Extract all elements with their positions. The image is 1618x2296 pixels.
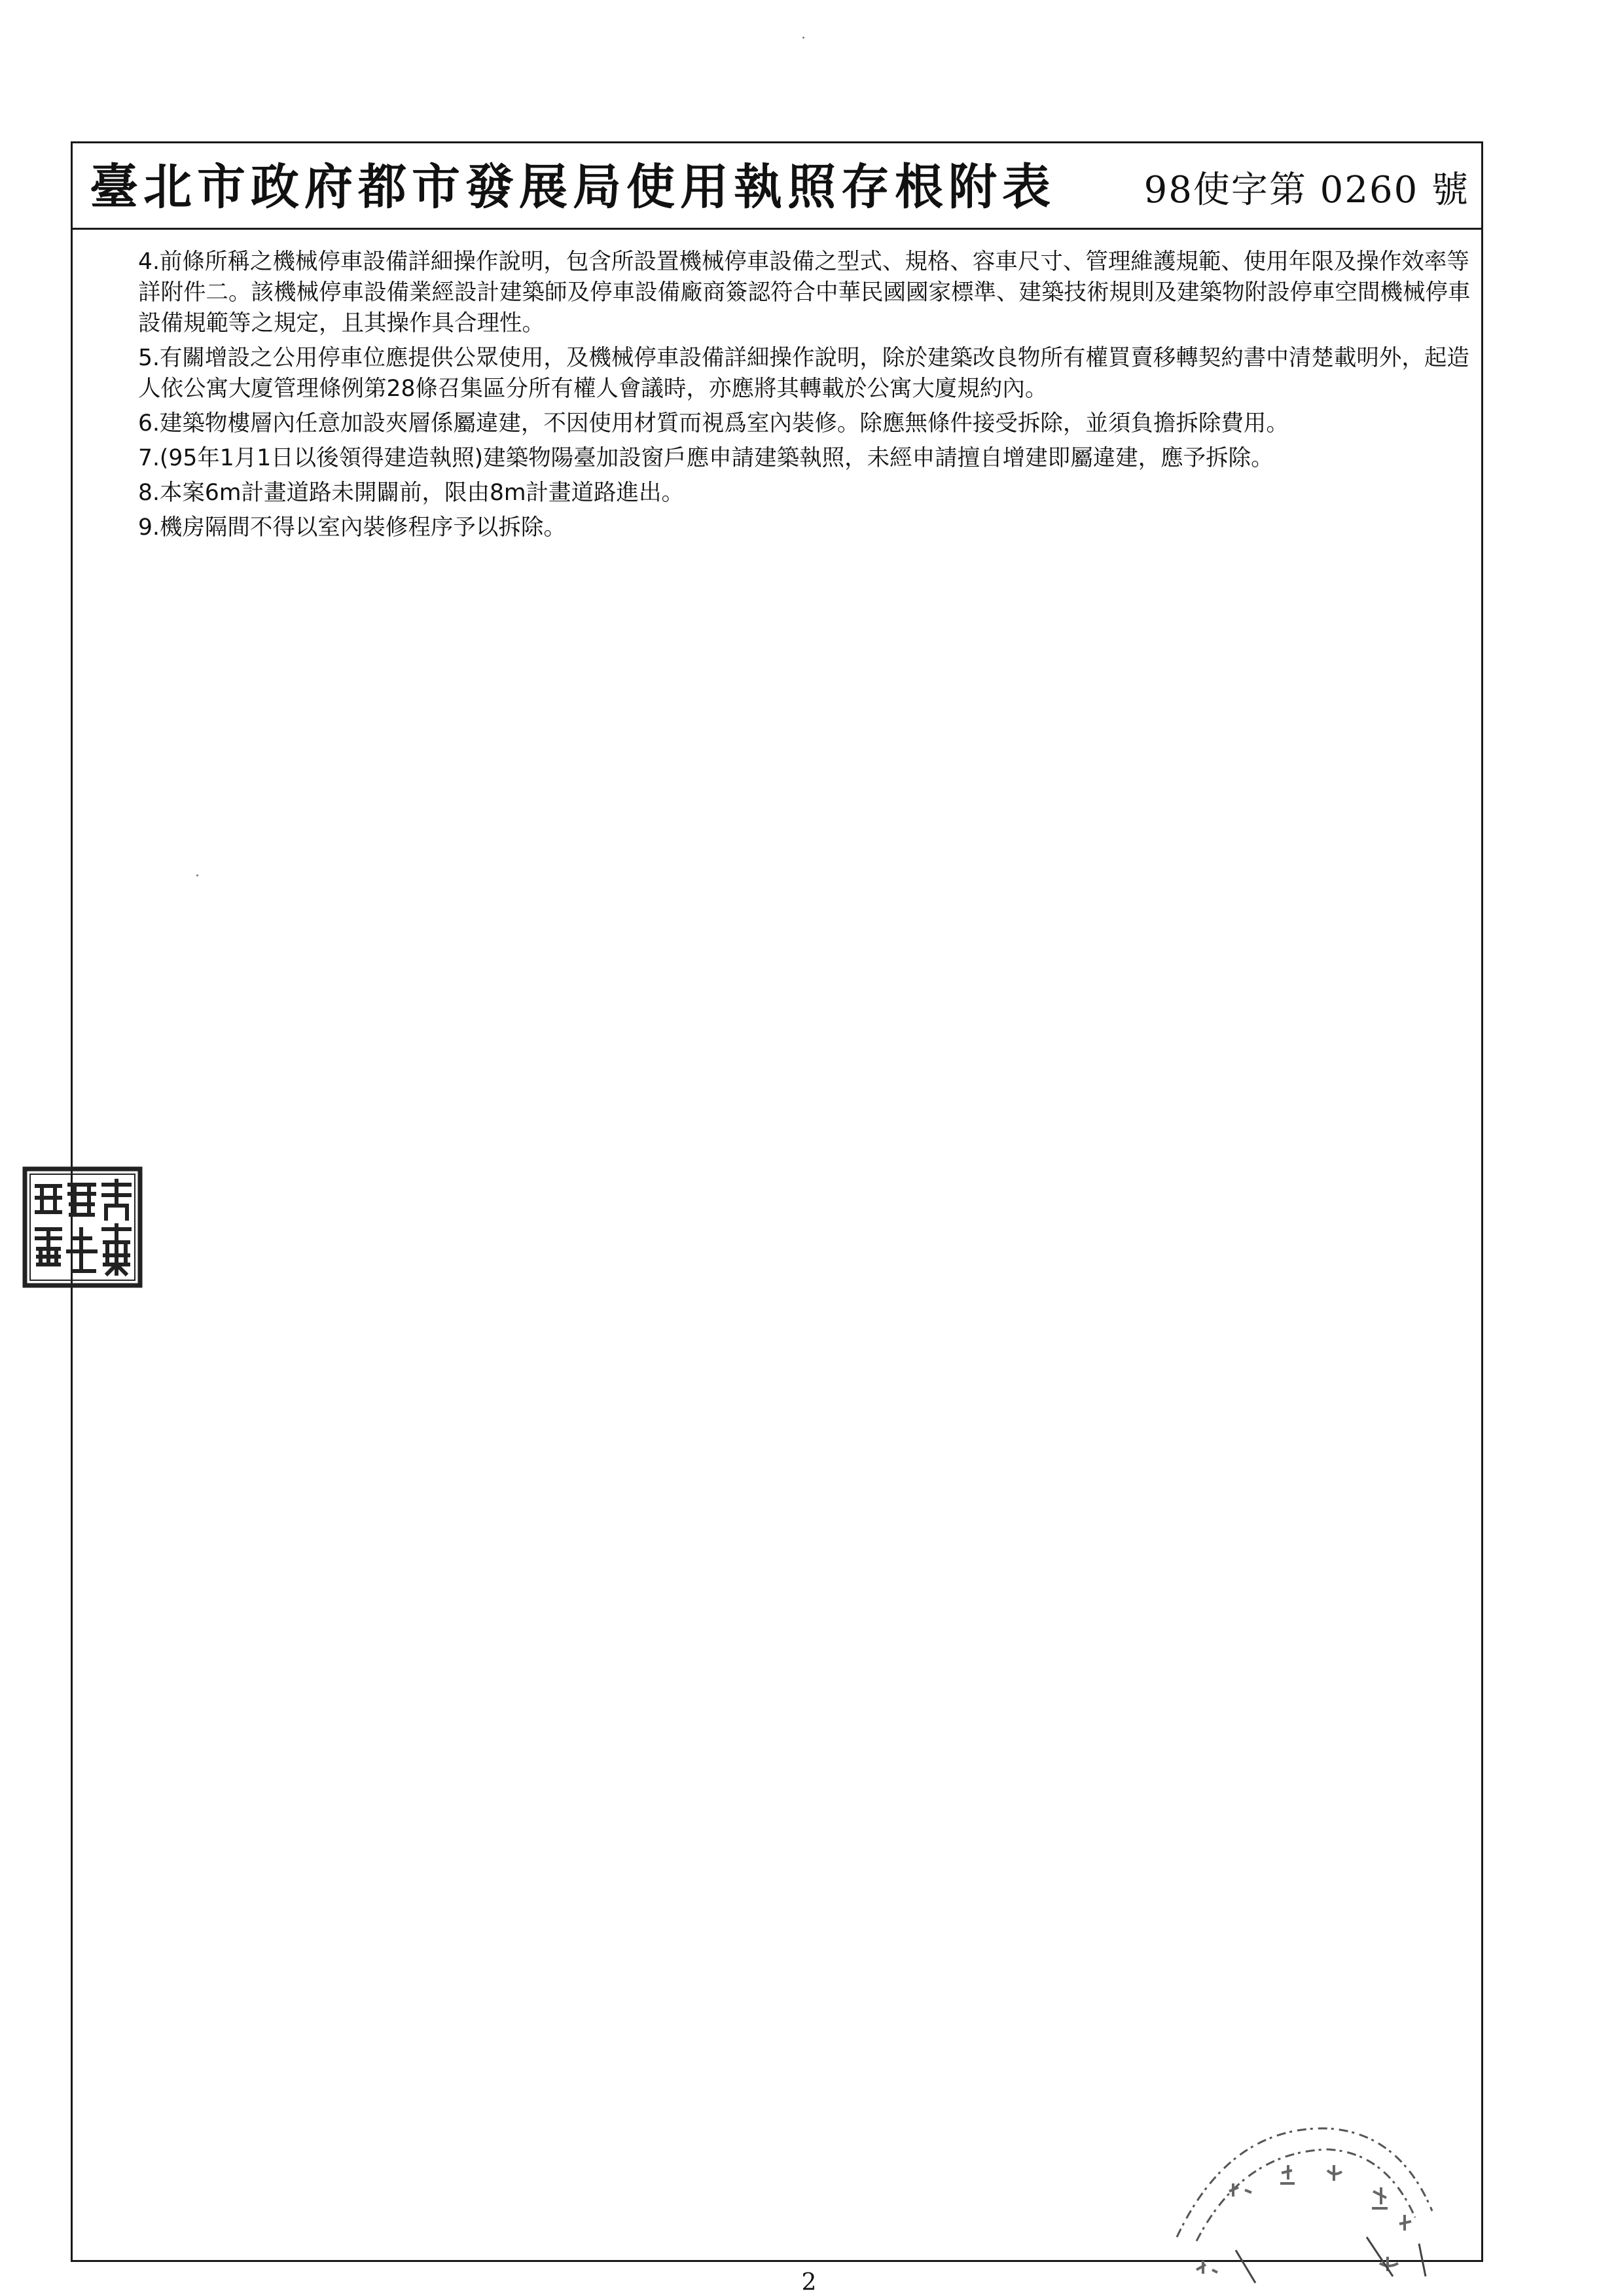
clause-item: 8.本案6m計畫道路未開闢前，限由8m計畫道路進出。	[138, 480, 685, 506]
document-frame	[71, 141, 1483, 2262]
clause-item: 9.機房隔間不得以室內裝修程序予以拆除。	[138, 514, 566, 541]
document-title: 臺北市政府都市發展局使用執照存根附表	[90, 159, 1056, 215]
page-number: 2	[801, 2269, 817, 2296]
clause-item: 4.前條所稱之機械停車設備詳細操作說明，包含所設置機械停車設備之型式、規格、容車尺寸、管理維護規範、使用年限及操作效率等詳附件二。該機械停車設備業經設計建築師及停車設備廠商簽認符合中華民國國家標準、建築技術規則及建築物附設停車空間機械停車設備規範等之規定，且其操作具合理性。	[138, 249, 1471, 336]
clause-item: 7.(95年1月1日以後領得建造執照)建築物陽臺加設窗戶應申請建築執照，未經申請擅自增建即屬違建，應予拆除。	[138, 445, 1274, 471]
title-bar	[73, 143, 1481, 230]
clause-item: 6.建築物樓層內任意加設夾層係屬違建，不因使用材質而視爲室內裝修。除應無條件接受拆除，並須負擔拆除費用。	[138, 410, 1289, 437]
official-stamp-icon	[1151, 2113, 1452, 2289]
permit-number: 98使字第 0260 號	[1143, 169, 1469, 211]
clause-list	[138, 247, 1480, 547]
official-seal-icon	[22, 1166, 143, 1288]
scan-speck	[196, 874, 198, 876]
clause-item: 5.有關增設之公用停車位應提供公眾使用，及機械停車設備詳細操作說明，除於建築改良物所有權買賣移轉契約書中清楚載明外，起造人依公寓大廈管理條例第28條召集區分所有權人會議時，亦應將其轉載於公寓大廈規約內。	[138, 345, 1469, 402]
scan-speck	[802, 37, 804, 39]
